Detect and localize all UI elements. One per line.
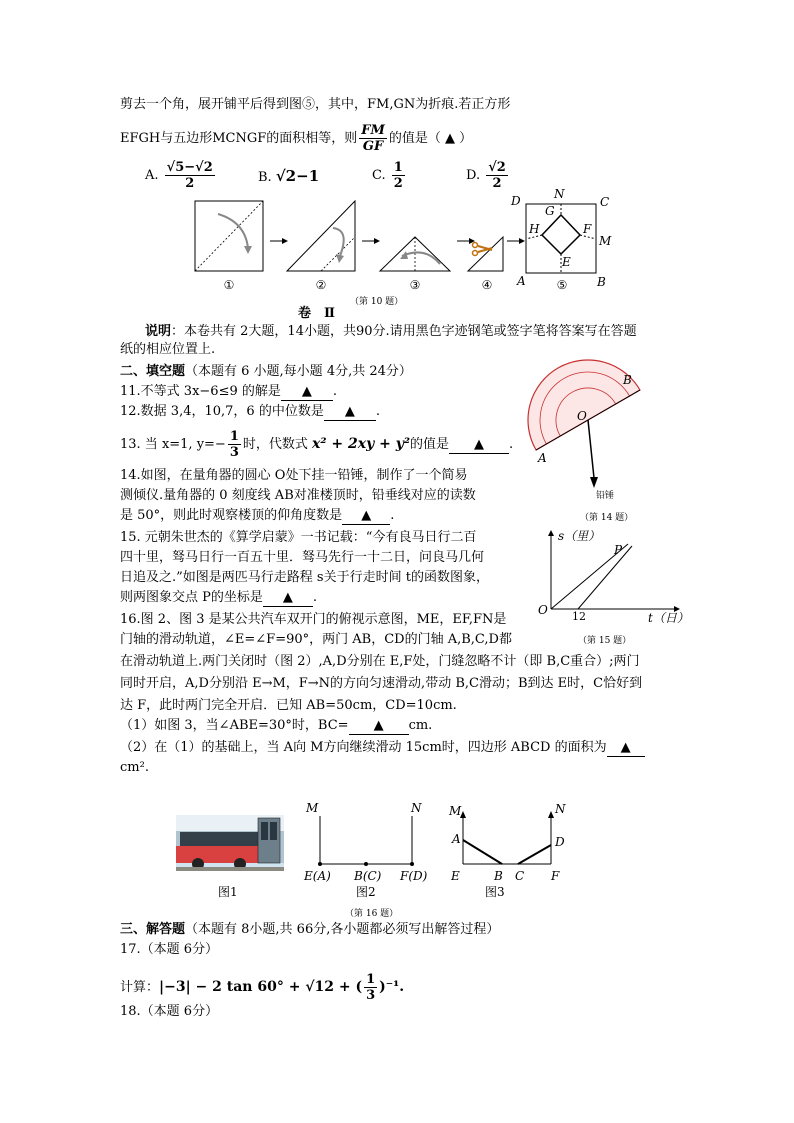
fig3-label-N: N <box>555 802 566 816</box>
label-O: O <box>538 603 548 617</box>
q15-line4: 则两图象交点 P的坐标是 ▲ . <box>120 590 318 605</box>
label-M: M <box>599 234 612 248</box>
q15-caption: （第 15 题） <box>578 636 632 646</box>
q17-expression: 计算：|−3| − 2 tan 60° + √12 + ( $\frac{1}{3}$ )⁻¹. <box>120 972 405 1003</box>
q16-sub2: （2）在（1）的基础上，当 A向 M方向继续滑动 15cm时，四边形 ABCD 的面积为 ▲ <box>120 740 645 757</box>
volume-note-line2: 纸的相应位置上. <box>120 342 216 357</box>
label-C: C <box>600 195 610 209</box>
q15-line3: 日追及之.”如图是两匹马行走路程 s关于行走时间 t的函数图象， <box>120 570 489 585</box>
q13: 13. 当 x=1, y=− $\frac{1}{3}$ 时，代数式 x² + 2xy + y²的值是 ▲ . <box>120 429 514 460</box>
q10-option-d: D. $\frac{√2}{2}$ <box>466 160 506 191</box>
step-label-3: ③ <box>409 278 421 292</box>
q16-sub2-unit: cm². <box>120 760 149 775</box>
label-P: P <box>614 543 623 557</box>
axis-t-label: t（日） <box>648 611 689 625</box>
fig1-name: 图1 <box>218 885 238 899</box>
q10-option-c: C. $\frac{1}{2}$ <box>372 160 403 191</box>
q12-answer-blank: ▲ <box>324 404 376 421</box>
section2-header: 二、填空题（本题有 6 小题,每小题 4分,共 24分） <box>120 364 412 379</box>
fig3-label-B: B <box>494 869 503 883</box>
fig3-door-AB <box>463 840 502 864</box>
fig2-label-EA: E(A) <box>304 869 331 883</box>
label-A: A <box>517 274 526 288</box>
label-F: F <box>583 222 592 236</box>
label-E: E <box>562 255 571 269</box>
label-D: D <box>511 194 521 208</box>
q10-caption: （第 10 题） <box>350 297 404 307</box>
section3-header: 三、解答题（本题有 8小题,共 66分,各小题都必须写出解答过程） <box>120 922 500 937</box>
q14-answer-blank: ▲ <box>342 508 390 525</box>
fig3-label-A: A <box>452 832 461 846</box>
fig2-label-M: M <box>306 801 319 815</box>
fig3-name: 图3 <box>485 885 505 899</box>
q12: 12.数据 3,4，10,7，6 的中位数是 ▲ . <box>120 404 380 419</box>
volume-note-line1: 说明：本卷共有 2大题，14小题，共90分.请用黑色字迹钢笔或签字笔将答案写在答题 <box>145 324 637 339</box>
q14-line3: 是 50°，则此时观察楼顶的仰角度数是 ▲ . <box>120 508 395 523</box>
tick-12: 12 <box>572 610 586 623</box>
step-label-2: ② <box>315 278 327 292</box>
q10-ratio: $\frac{FM}{GF}$ <box>361 123 385 154</box>
q15-line1: 15. 元朝朱世杰的《算学启蒙》一书记载：“今有良马日行二百 <box>120 530 477 545</box>
q10-option-a: A. $\frac{√5-√2}{2}$ <box>145 160 213 191</box>
fig2-name: 图2 <box>356 885 376 899</box>
step-label-5: ⑤ <box>556 278 568 292</box>
fig3-label-F: F <box>551 869 560 883</box>
fig3-label-C: C <box>515 869 525 883</box>
q15-line2: 四十里，驽马日行一百五十里．驽马先行一十二日，问良马几何 <box>120 550 485 565</box>
q10-line1: 剪去一个角，展开铺平后得到图⑤，其中，FM,GN为折痕.若正方形 <box>120 97 511 112</box>
q16-sub1-blank: ▲ <box>349 718 409 735</box>
q10-option-b: B. √2−1 <box>258 167 320 185</box>
q16-caption: （第 16 题） <box>345 909 399 919</box>
axis-s-label: s（里） <box>558 529 601 543</box>
label-G: G <box>545 204 555 218</box>
fig3-label-D: D <box>555 835 565 849</box>
fig2-label-N: N <box>411 801 422 815</box>
label-N: N <box>554 187 565 201</box>
fig3-door-CD <box>518 845 551 864</box>
q16-line2: 门轴的滑动轨道，∠E=∠F=90°，两门 AB，CD的门轴 A,B,C,D都 <box>120 632 512 647</box>
label-O: O <box>577 409 587 423</box>
step-label-1: ① <box>223 278 235 292</box>
q17-head: 17.（本题 6分） <box>120 942 219 957</box>
label-B: B <box>597 275 606 289</box>
q16-line5: 达 F，此时两门完全开启．已知 AB=50cm，CD=10cm. <box>120 698 457 713</box>
q15-answer-blank: ▲ <box>263 590 313 607</box>
label-H: H <box>529 222 540 236</box>
q16-line1: 16.图 2、图 3 是某公共汽车双开门的俯视示意图，ME，EF,FN是 <box>120 612 507 627</box>
q13-answer-blank: ▲ <box>449 437 509 454</box>
q16-line3: 在滑动轨道上.两门关闭时（图 2）,A,D分别在 E,F处，门缝忽略不计（即 B,C重合）;两门 <box>120 654 640 669</box>
q18-head: 18.（本题 6分） <box>120 1004 219 1019</box>
fig2-label-FD: F(D) <box>400 869 428 883</box>
fig3-label-M: M <box>449 804 462 818</box>
q10-line2: EFGH与五边形MCNGF的面积相等，则 $\frac{FM}{GF}$ 的值是（ ▲ ） <box>120 123 473 154</box>
q14-caption: （第 14 题） <box>580 513 634 523</box>
label-B: B <box>623 373 632 387</box>
step-label-4: ④ <box>481 278 493 292</box>
q14-line1: 14.如图，在量角器的圆心 O处下挂一铅锤，制作了一个简易 <box>120 468 468 483</box>
q11: 11.不等式 3x−6≤9 的解是 ▲ . <box>120 384 338 399</box>
q16-sub2-blank: ▲ <box>607 740 645 757</box>
q14-line2: 测倾仪.量角器的 0 刻度线 AB对准楼顶时，铅垂线对应的读数 <box>120 488 476 503</box>
q16-sub1: （1）如图 3，当∠ABE=30°时，BC= ▲ cm. <box>120 718 433 733</box>
fig2-label-BC: B(C) <box>354 869 382 883</box>
volume-title: 卷 Ⅱ <box>298 306 335 321</box>
bus-image <box>176 815 284 871</box>
q16-line4: 同时开启，A,D分别沿 E→M，F→N的方向匀速滑动,带动 B,C滑动；B到达 E时，C恰好到 <box>120 676 643 691</box>
label-A: A <box>538 451 547 465</box>
fig3-label-E: E <box>451 869 460 883</box>
plumb-weight-label: 铅锤 <box>596 491 615 501</box>
q11-answer-blank: ▲ <box>281 384 333 401</box>
